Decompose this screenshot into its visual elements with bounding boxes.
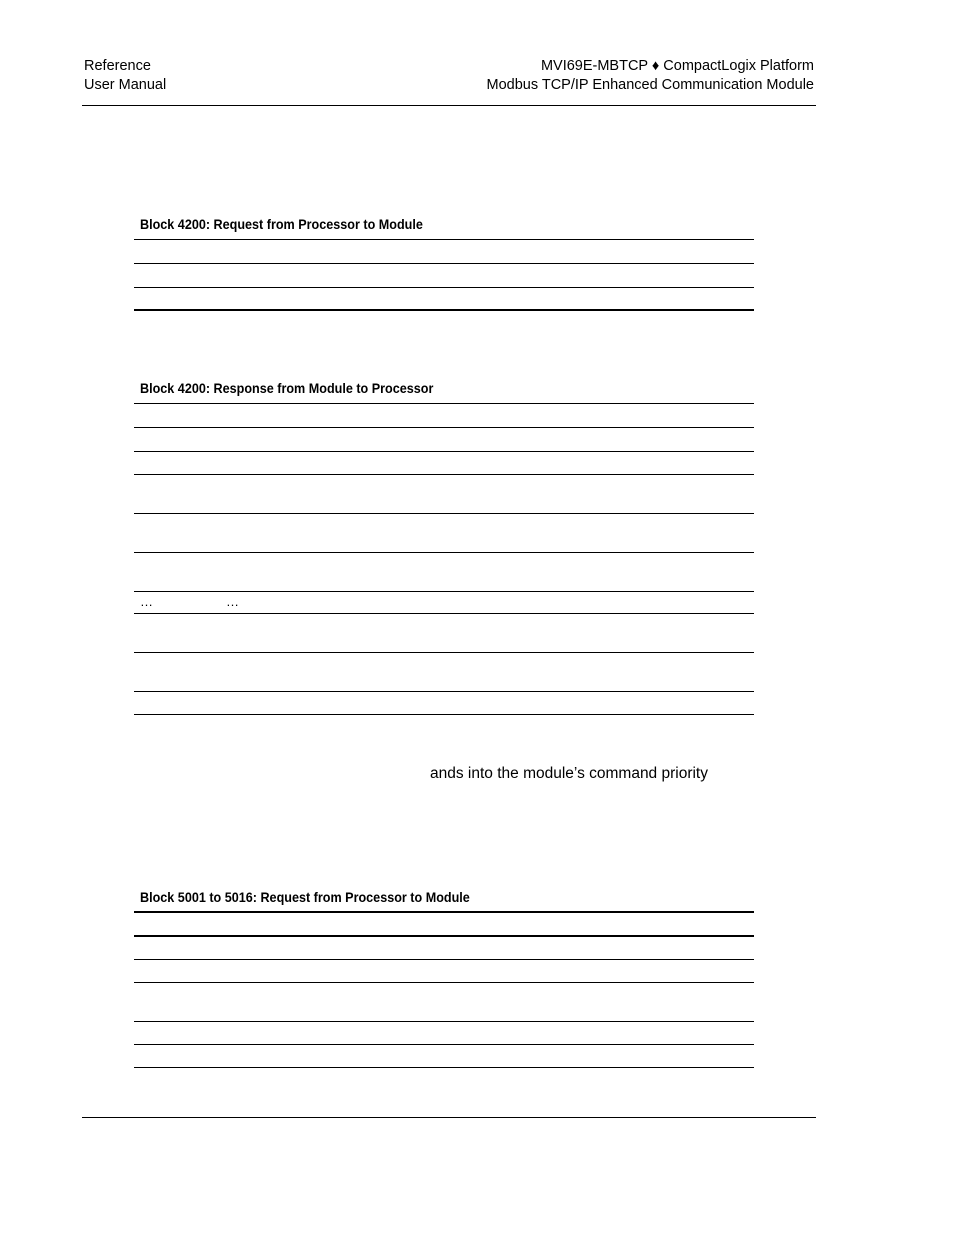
table-block-5001-5016-request <box>134 883 754 1073</box>
table-title: Block 4200: Response from Module to Processor <box>140 380 434 396</box>
header-left <box>84 57 166 95</box>
table-block-4200-request <box>134 210 754 320</box>
table-rule <box>134 1067 754 1068</box>
ellipsis-cell: … <box>140 594 153 609</box>
table-rule <box>134 714 754 715</box>
table-rule <box>134 911 754 913</box>
header-product: MVI69E-MBTCP ♦ CompactLogix Platform <box>540 58 814 74</box>
table-rule <box>134 287 754 288</box>
header-section: Reference <box>84 58 151 74</box>
table-rule <box>134 959 754 960</box>
table-rule <box>134 1021 754 1022</box>
table-block-4200-response <box>134 374 754 724</box>
table-rule <box>134 1044 754 1045</box>
ellipsis-cell: … <box>226 594 239 609</box>
table-rule <box>134 552 754 553</box>
table-rule <box>134 427 754 428</box>
header-doc-type: User Manual <box>84 77 167 93</box>
table-rule <box>134 263 754 264</box>
table-rule <box>134 451 754 452</box>
table-title: Block 4200: Request from Processor to Module <box>140 216 423 232</box>
table-rule <box>134 474 754 475</box>
table-rule <box>134 591 754 592</box>
table-rule <box>134 652 754 653</box>
body-paragraph-fragment: ands into the module’s command priority <box>430 765 708 782</box>
table-title: Block 5001 to 5016: Request from Processor to Module <box>140 889 470 905</box>
table-rule <box>134 613 754 614</box>
table-rule <box>134 309 754 311</box>
table-rule <box>134 403 754 404</box>
header-right <box>486 57 814 95</box>
footer-divider <box>82 1117 816 1118</box>
table-rule <box>134 239 754 240</box>
header-divider <box>82 105 816 106</box>
table-rule <box>134 935 754 937</box>
table-rule <box>134 513 754 514</box>
table-rule <box>134 691 754 692</box>
header-module: Modbus TCP/IP Enhanced Communication Module <box>486 77 814 93</box>
table-rule <box>134 982 754 983</box>
